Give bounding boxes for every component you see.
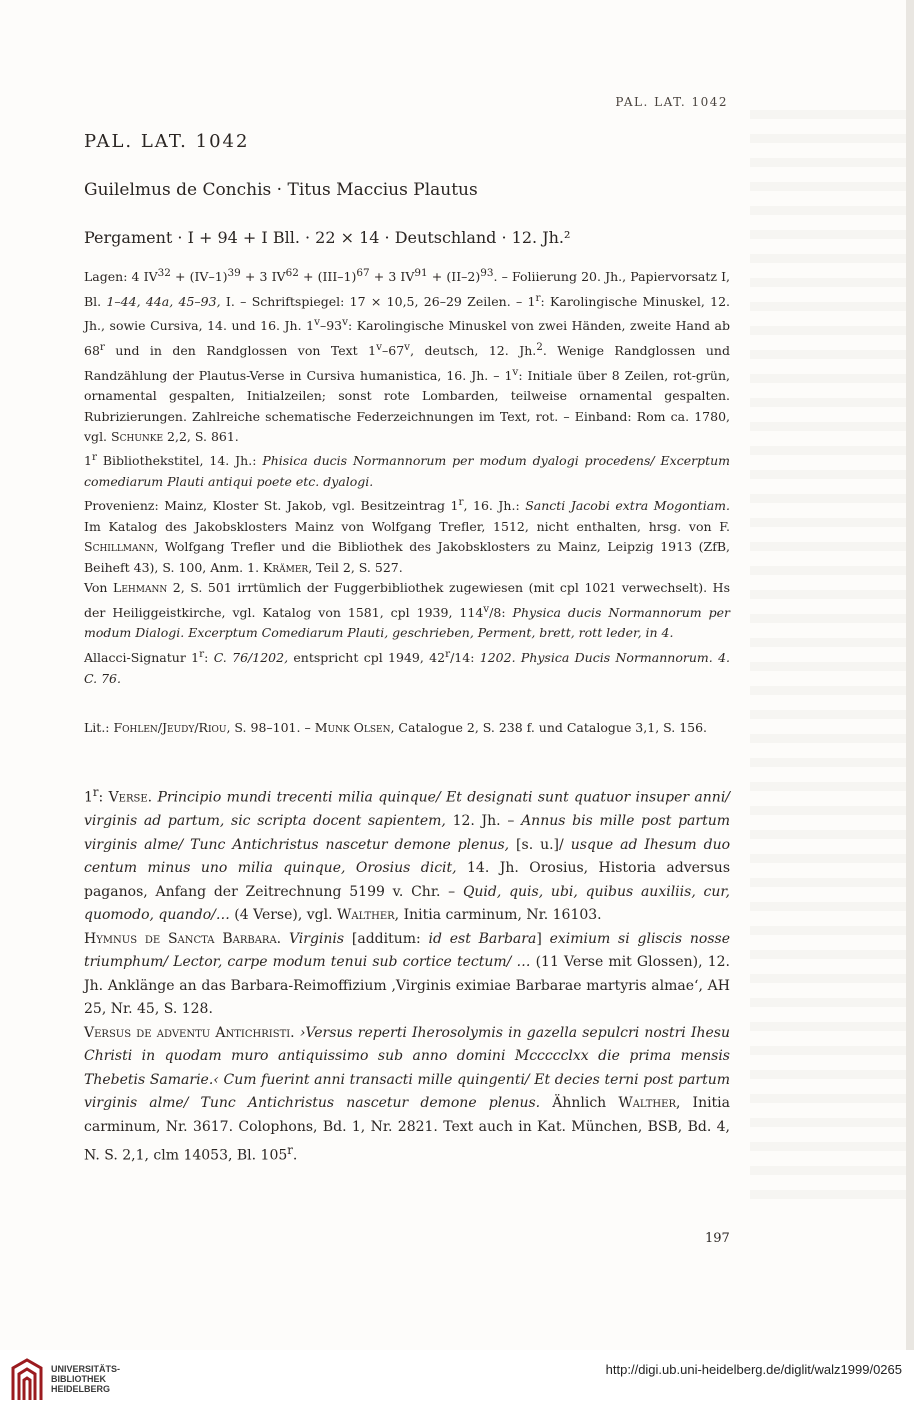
codicology-section bbox=[84, 263, 730, 448]
manuscript-title: Guilelmus de Conchis · Titus Maccius Plautus bbox=[84, 180, 478, 200]
library-name-line3: HEIDELBERG bbox=[51, 1384, 111, 1394]
running-head: PAL. LAT. 1042 bbox=[615, 95, 728, 109]
show-through-text bbox=[750, 110, 906, 1210]
bibliothekstitel-paragraph: 1$^r$ Bibliothekstitel, 14. Jh.: Phisica ducis Normannorum per modum dyalogi procedens/ Excerptum comediarum Plauti antiqui poete etc. dyalogi. Provenienz: Mainz, Kloster St. Jakob, vgl. Besitzeintrag 1$^r$, 16. Jh.: Sancti Jacobi extra Mogontiam. Im Katalog des Jakobsklosters Mainz von Wolfgang Trefler, 1512, nicht enthalten, hrsg. von F. Schillmann, Wolfgang Trefler und die Bibliothek des Jakobsklosters zu Mainz, Leipzig 1913 (ZfB, Beiheft 43), S. 100, Anm. 1. Krämer, Teil 2, S. 527. bbox=[84, 451, 730, 575]
library-name bbox=[51, 1364, 120, 1394]
verse-entry: 1$^r$: Verse. Principio mundi trecenti milia quinque/ Et designati sunt quatuor insuper anni/ virginis ad partum, sic scripta docent sapientem, 12. Jh. – Annus bis mille post partum virginis alme/ Tunc Antichristus nascetur demone plenus, [s. u.]/ usque ad Ihesum duo centum minus uno milia quinque, Orosius dicit, 14. Jh. Orosius, Historia adversus paganos, Anfang der Zeitrechnung 5199 v. Chr. – Quid, quis, ubi, quibus auxiliis, cur, quomodo, quando/… (4 Verse), vgl. Walther, Initia carminum, Nr. 16103. bbox=[84, 785, 731, 924]
viewer-footer bbox=[0, 1350, 914, 1416]
library-name-line2: BIBLIOTHEK bbox=[51, 1374, 106, 1384]
hymnus-entry: Hymnus de Sancta Barbara. Virginis [additum: id est Barbara] eximium si gliscis nosse triumphum/ Lector, carpe modum tenui sub cortice tectum/ … (11 Verse mit Glossen), 12. Jh. Anklänge an das Barbara-Reimoffizium ‚Virginis eximiae Barbarae martyris almae‘, AH 25, Nr. 45, S. 128. bbox=[84, 930, 730, 1018]
page-number: 197 bbox=[705, 1231, 730, 1246]
contents-section bbox=[84, 781, 730, 1168]
literature-section bbox=[84, 718, 730, 739]
antichristus-entry: Versus de adventu Antichristi. ›Versus reperti Iherosolymis in gazella sepulcri nostri Ihesu Christi in quodam muro antiquissimo sub anno domini Mccccclxx die prima mensis Thebetis Samarie.‹ Cum fuerint anni transacti mille quingenti/ Et decies terni post partum virginis alme/ Tunc Antichristus nascetur demone plenus. Ähnlich Walther, Initia carminum, Nr. 3617. Colophons, Bd. 1, Nr. 2821. Text auch in Kat. München, BSB, Bd. 4, N. S. 2,1, clm 14053, Bl. 105$^r$. bbox=[84, 1024, 731, 1164]
shelfmark: PAL. LAT. 1042 bbox=[84, 131, 250, 152]
library-logo-icon bbox=[10, 1358, 44, 1402]
provenance-section bbox=[84, 447, 730, 689]
lehmann-paragraph: Von Lehmann 2, S. 501 irrtümlich der Fuggerbibliothek zugewiesen (mit cpl 1021 verwechselt). Hs der Heiliggeistkirche, vgl. Katalog von 1581, cpl 1939, 114$^v$/8: Physica ducis Normannorum per modum Dialogi. Excerptum Comediarum Plauti, geschrieben, Perment, brett, rott leder, in 4. bbox=[84, 580, 730, 641]
allacci-paragraph: Allacci-Signatur 1$^r$: C. 76/1202, entspricht cpl 1949, 42$^r$/14: 1202. Physica Ducis Normannorum. 4. C. 76. bbox=[84, 647, 730, 686]
library-name-line1: UNIVERSITÄTS- bbox=[51, 1364, 121, 1374]
literature-paragraph: Lit.: Fohlen/Jeudy/Riou, S. 98–101. – Munk Olsen, Catalogue 2, S. 238 f. und Catalogue 3,1, S. 156. bbox=[84, 720, 708, 735]
permalink-url[interactable]: http://digi.ub.uni-heidelberg.de/diglit/walz1999/0265 bbox=[605, 1362, 902, 1377]
format-line: Pergament · I + 94 + I Bll. · 22 × 14 · Deutschland · 12. Jh.² bbox=[84, 228, 571, 247]
lagen-paragraph: Lagen: 4 $IV^{32} + (IV-1)^{39} + 3$ $IV^{62} + (III-1)^{67} + 3$ $IV^{91} + (II-2)^{93}$. – Foliierung 20. Jh., Papiervorsatz I, Bl. 1–44, 44a, 45–93, I. – Schriftspiegel: 17 × 10,5, 26–29 Zeilen. – 1$^r$: Karolingische Minuskel, 12. Jh., sowie Cursiva, 14. und 16. Jh. 1$^v$–93$^v$: Karolingische Minuskel von zwei Händen, zweite Hand ab 68$^r$ und in den Randglossen von Text 1$^v$–67$^v$, deutsch, 12. Jh.$^2$. Wenige Randglossen und Randzählung der Plautus-Verse in Cursiva humanistica, 16. Jh. – 1$^v$: Initiale über 8 Zeilen, rot-grün, ornamental gespalten, Initialzeilen; sonst rote Lombarden, teilweise ornamental gespalten. Rubrizierungen. Zahlreiche schematische Federzeichnungen im Text, rot. – Einband: Rom ca. 1780, vgl. Schunke 2,2, S. 861. bbox=[84, 267, 730, 445]
page-edge bbox=[906, 0, 914, 1350]
